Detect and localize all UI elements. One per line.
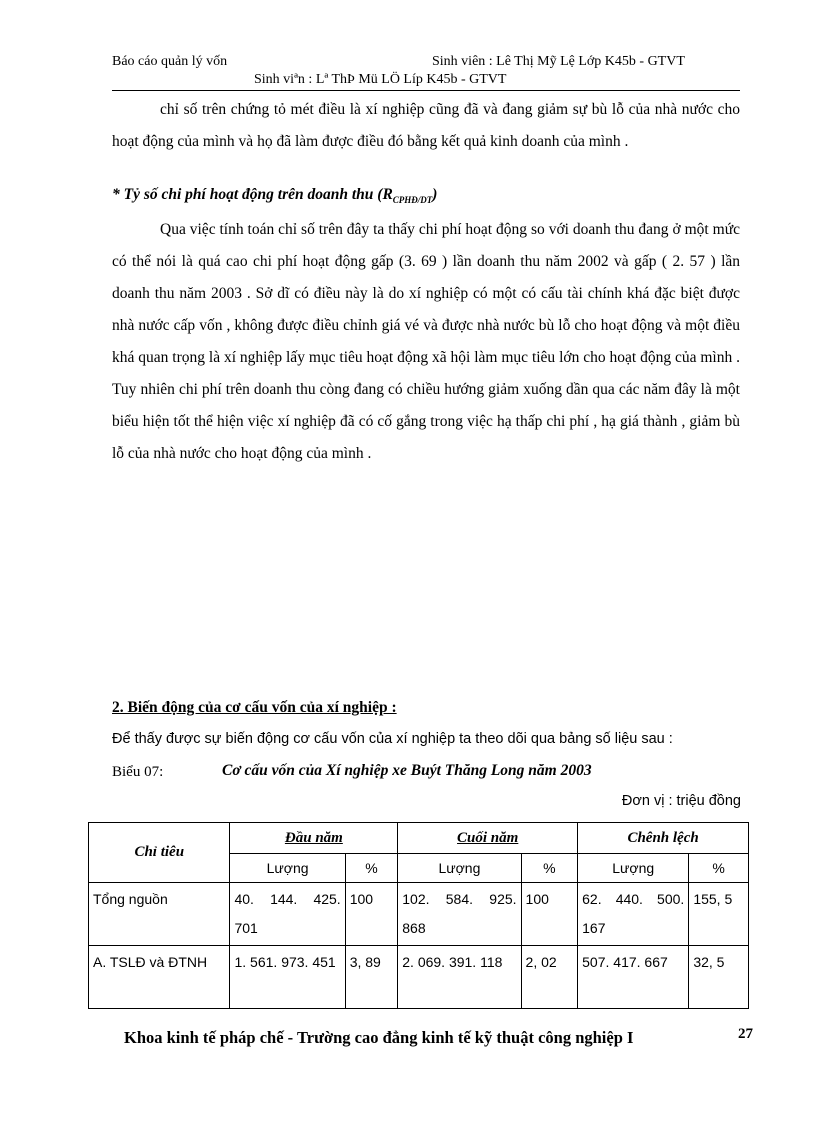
start-amount: 1. 561. 973. 451 — [230, 946, 345, 1009]
header-indicator: Chỉ tiêu — [89, 823, 230, 883]
diff-amount: 507. 417. 667 — [578, 946, 689, 1009]
end-pct: 2, 02 — [521, 946, 578, 1009]
unit-label: Đơn vị : triệu đồng — [621, 793, 741, 809]
section-intro: Để thấy được sự biến động cơ cấu vốn của xí nghiệp ta theo dõi qua bảng số liệu sau : — [112, 731, 673, 747]
row-name: A. TSLĐ và ĐTNH — [89, 946, 230, 1009]
page-footer: Khoa kinh tế pháp chế - Trường cao đẳng kinh tế kỹ thuật công nghiệp I — [124, 1028, 634, 1047]
header-end-of-year: Cuối năm — [398, 823, 578, 854]
header-start-of-year: Đầu năm — [230, 823, 398, 854]
subheading-cost-ratio — [112, 186, 437, 205]
subheader-pct: % — [521, 854, 578, 883]
subheader-amount: Lượng — [578, 854, 689, 883]
figure-label: Biểu 07: — [112, 764, 164, 780]
end-pct: 100 — [521, 883, 578, 946]
table-row — [89, 883, 749, 946]
figure-title: Cơ cấu vốn của Xí nghiệp xe Buýt Thăng Long năm 2003 — [222, 762, 592, 779]
row-name: Tổng nguồn — [89, 883, 230, 946]
paragraph-1: chỉ số trên chứng tỏ mét điều là xí nghiệp cũng đã và đang giảm sự bù lỗ của nhà nước cho hoạt động của mình và họ đã làm được điều đó bằng kết quả kinh doanh của mình . — [112, 101, 740, 150]
header-student-info-garbled: Sinh viªn : Lª ThÞ Mü LÖ Líp K45b - GTVT — [254, 72, 507, 87]
subheader-pct: % — [689, 854, 749, 883]
start-pct: 100 — [345, 883, 398, 946]
start-pct: 3, 89 — [345, 946, 398, 1009]
capital-structure-table — [88, 822, 749, 1009]
end-amount: 2. 069. 391. 118 — [398, 946, 521, 1009]
header-report-title: Báo cáo quản lý vốn — [112, 54, 228, 69]
subheading-text: * Tỷ số chi phí hoạt động trên doanh thu (R — [112, 186, 393, 203]
subheader-pct: % — [345, 854, 398, 883]
subheading-close: ) — [432, 186, 438, 203]
end-amount: 102. 584. 925. 868 — [398, 883, 521, 946]
section-title: 2. Biến động của cơ cấu vốn của xí nghiệp : — [112, 699, 397, 716]
subheader-amount: Lượng — [398, 854, 521, 883]
page-number: 27 — [738, 1026, 753, 1042]
header-difference: Chênh lệch — [578, 823, 749, 854]
table-row — [89, 946, 749, 1009]
start-amount: 40. 144. 425. 701 — [230, 883, 345, 946]
header-student-info: Sinh viên : Lê Thị Mỹ Lệ Lớp K45b - GTVT — [432, 54, 685, 69]
diff-pct: 32, 5 — [689, 946, 749, 1009]
subheader-amount: Lượng — [230, 854, 345, 883]
diff-amount: 62. 440. 500. 167 — [578, 883, 689, 946]
subheading-subscript: CPHĐ/DT — [392, 195, 433, 206]
diff-pct: 155, 5 — [689, 883, 749, 946]
header-rule — [112, 90, 740, 91]
paragraph-2: Qua việc tính toán chỉ số trên đây ta thấy chi phí hoạt động so với doanh thu đang ở một mức có thể nói là quá cao chi phí hoạt động gấp (3. 69 ) lần doanh thu năm 2002 và gấp ( 2. 57 ) lần doanh thu năm 2003 . Sở dĩ có điều này là do xí nghiệp có một có cấu tài chính khá đặc biệt được nhà nước cấp vốn , không được điều chỉnh giá vé và được nhà nước bù lỗ cho hoạt động và một điều khá quan trọng là xí nghiệp lấy mục tiêu hoạt động xã hội làm mục tiêu lớn cho hoạt động của mình . Tuy nhiên chi phí trên doanh thu còng đang có chiều hướng giảm xuống dần qua các năm đây là một biểu hiện tốt thể hiện việc xí nghiệp đã có cố gắng trong việc hạ thấp chi phí , hạ giá thành , giảm bù lỗ của nhà nước cho hoạt động của mình . — [112, 221, 740, 462]
